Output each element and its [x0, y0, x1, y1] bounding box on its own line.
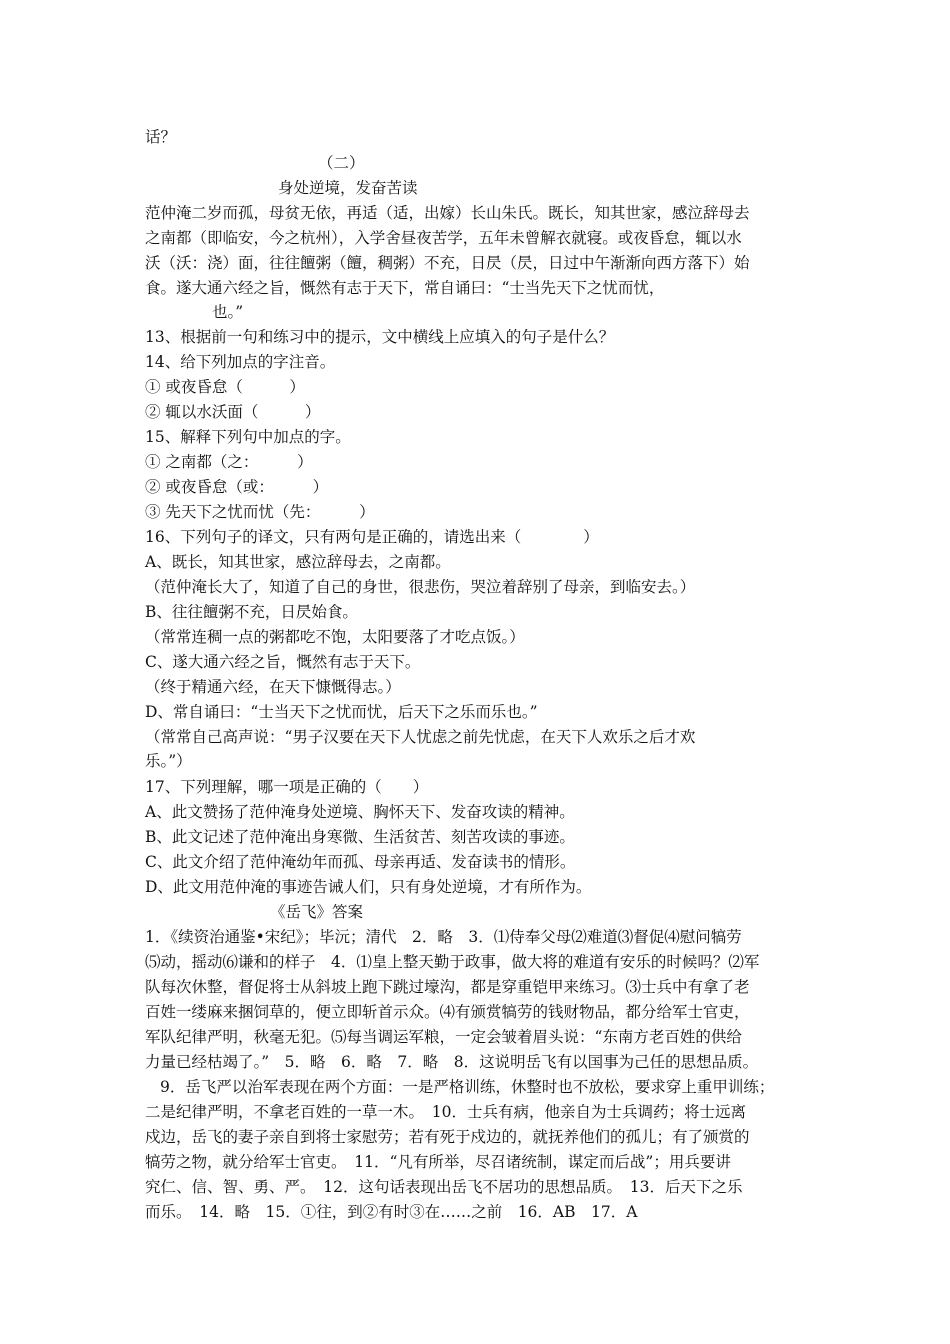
- question-13: 13、根据前一句和练习中的提示，文中横线上应填入的句子是什么？: [145, 328, 615, 346]
- answer-line: 二是纪律严明，不拿老百姓的一草一木。 10．士兵有病，他亲自为士兵调药；将士远离: [145, 1103, 746, 1121]
- option-translation: （常常连稠一点的粥都吃不饱，太阳要落了才吃点饭。）: [145, 628, 525, 646]
- option-translation: 乐。”）: [145, 752, 192, 770]
- option-c: C、遂大通六经之旨，慨然有志于天下。: [145, 653, 421, 671]
- passage-title: 身处逆境，发奋苦读: [278, 179, 418, 197]
- answer-line: 力量已经枯竭了。” 5．略 6．略 7．略 8．这说明岳飞有以国事为己任的思想品质。: [145, 1053, 759, 1071]
- question-15: 15、解释下列句中加点的字。: [145, 428, 351, 446]
- passage-line: 沃（沃：浇）面，往往饘粥（饘，稠粥）不充，日昃（昃，日过中午渐渐向西方落下）始: [145, 254, 750, 272]
- question-17: 17、下列理解，哪一项是正确的（ ）: [145, 778, 429, 796]
- option-a: A、此文赞扬了范仲淹身处逆境、胸怀天下、发奋攻读的精神。: [145, 803, 575, 821]
- passage-line: 之南都（即临安，今之杭州），入学舍昼夜苦学，五年未曾解衣就寝。或夜昏怠，辄以水: [145, 229, 742, 247]
- answer-line: 队每次休整，督促将士从斜坡上跑下跳过壕沟，都是穿重铠甲来练习。⑶士兵中有拿了老: [145, 978, 750, 996]
- answer-line: 究仁、信、智、勇、严。 12．这句话表现出岳飞不居功的思想品质。 13．后天下之乐: [145, 1178, 743, 1196]
- option-d: D、此文用范仲淹的事迹告诫人们，只有身处逆境，才有所作为。: [145, 878, 592, 896]
- passage-line: 食。遂大通六经之旨，慨然有志于天下，常自诵曰：“士当先天下之忧而忧，: [145, 279, 665, 297]
- question-item: ② 或夜昏怠（或： ）: [145, 478, 329, 496]
- question-14: 14、给下列加点的字注音。: [145, 353, 336, 371]
- question-item: ② 辄以水沃面（ ）: [145, 403, 321, 421]
- answer-line: 戍边，岳飞的妻子亲自到将士家慰劳；若有死于戍边的，就抚养他们的孤儿；有了颁赏的: [145, 1128, 750, 1146]
- question-16: 16、下列句子的译文，只有两句是正确的，请选出来（ ）: [145, 528, 599, 546]
- option-a: A、既长，知其世家，感泣辞母去，之南都。: [145, 553, 451, 571]
- answer-line: ⑸动，摇动⑹谦和的样子 4．⑴皇上整天勤于政事，做大将的难道有安乐的时候吗？⑵军: [145, 953, 760, 971]
- answer-line: 1．《续资治通鉴•宋纪》；毕沅；清代 2．略 3．⑴侍奉父母⑵难道⑶督促⑷慰问犒劳: [145, 928, 742, 946]
- answer-line: 9．岳飞严以治军表现在两个方面：一是严格训练，休整时也不放松，要求穿上重甲训练；: [160, 1078, 775, 1096]
- option-translation: （范仲淹长大了，知道了自己的身世，很悲伤，哭泣着辞别了母亲，到临安去。）: [145, 578, 696, 596]
- answer-title: 《岳飞》答案: [270, 903, 364, 921]
- option-d: D、常自诵曰：“士当天下之忧而忧，后天下之乐而乐也。”: [145, 703, 538, 721]
- option-b: B、往往饘粥不充，日昃始食。: [145, 603, 358, 621]
- question-item: ① 之南都（之： ）: [145, 453, 313, 471]
- passage-line: 也。”: [212, 303, 244, 321]
- answer-line: 军队纪律严明，秋毫无犯。⑸每当调运军粮，一定会皱着眉头说：“东南方老百姓的供给: [145, 1028, 742, 1046]
- answer-line: 犒劳之物，就分给军士官吏。 11．“凡有所举，尽召诸统制，谋定而后战”；用兵要讲: [145, 1153, 731, 1171]
- passage-line: 范仲淹二岁而孤，母贫无依，再适（适，出嫁）长山朱氏。既长，知其世家，感泣辞母去: [145, 204, 750, 222]
- answer-line: 百姓一缕麻来捆饲草的，便立即斩首示众。⑷有颁赏犒劳的钱财物品，都分给军士官吏，: [145, 1003, 750, 1021]
- option-b: B、此文记述了范仲淹出身寒微、生活贫苦、刻苦攻读的事迹。: [145, 828, 575, 846]
- answer-line: 而乐。 14．略 15．①往，到②有时③在……之前 16．AB 17．A: [145, 1203, 638, 1221]
- option-translation: （终于精通六经，在天下慷慨得志。）: [145, 678, 401, 696]
- question-item: ③ 先天下之忧而忧（先： ）: [145, 503, 375, 521]
- section-number: （二）: [318, 154, 365, 172]
- option-c: C、此文介绍了范仲淹幼年而孤、母亲再适、发奋读书的情形。: [145, 853, 576, 871]
- option-translation: （常常自己高声说：“男子汉要在天下人忧虑之前先忧虑，在天下人欢乐之后才欢: [145, 728, 696, 746]
- text-line: 话？: [145, 128, 177, 146]
- question-item: ① 或夜昏怠（ ）: [145, 378, 305, 396]
